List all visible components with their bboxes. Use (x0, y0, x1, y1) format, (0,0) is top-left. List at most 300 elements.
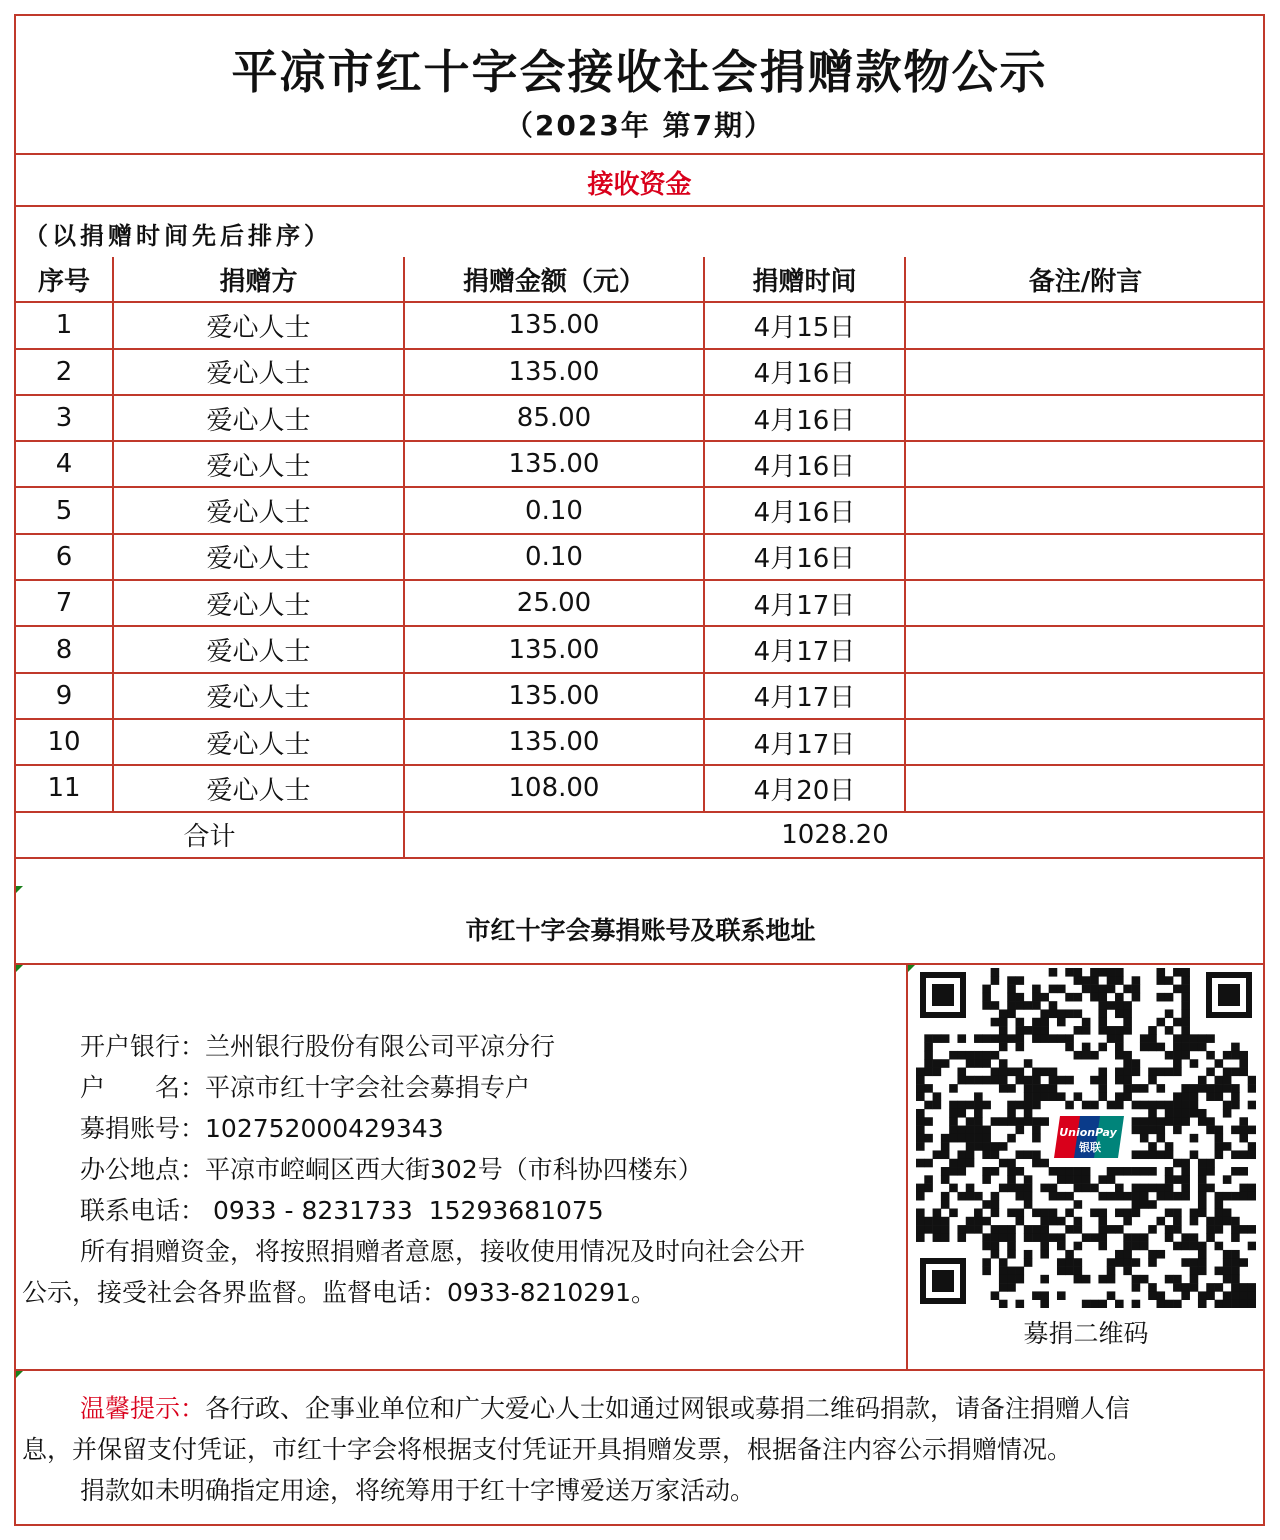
qr-module (1123, 1192, 1132, 1201)
qr-module (1132, 1126, 1141, 1135)
cell-note (905, 441, 1265, 487)
qr-module (1016, 1192, 1025, 1201)
qr-module (1206, 1291, 1215, 1300)
qr-module (1190, 1084, 1199, 1093)
qr-module (1173, 968, 1182, 977)
cell-date: 4月15日 (704, 302, 905, 348)
qr-module (1239, 1150, 1248, 1159)
qr-module (1032, 1126, 1041, 1135)
qr-module (1165, 1117, 1174, 1126)
cell-donor: 爱心人士 (113, 534, 404, 580)
qr-module (1115, 1258, 1124, 1267)
qr-module (1148, 1043, 1157, 1052)
qr-module (1215, 1150, 1224, 1159)
qr-module (1098, 968, 1107, 977)
qr-module (1148, 1250, 1157, 1259)
qr-module (1132, 1200, 1141, 1209)
qr-module (1248, 1076, 1256, 1085)
qr-module (1123, 1217, 1132, 1226)
qr-module (1007, 1109, 1016, 1118)
qr-module (1082, 1051, 1091, 1060)
qr-module (916, 1159, 925, 1168)
qr-module (1206, 1034, 1215, 1043)
qr-module (916, 1233, 925, 1242)
qr-module (999, 1059, 1008, 1068)
qr-module (1123, 1051, 1132, 1060)
qr-module (1032, 1076, 1041, 1085)
qr-module (941, 1175, 950, 1184)
qr-module (1181, 1001, 1190, 1010)
qr-module (974, 1109, 983, 1118)
qr-module (1248, 1142, 1256, 1151)
qr-module (1148, 1291, 1157, 1300)
qr-module (999, 1043, 1008, 1052)
table-row (16, 441, 1265, 487)
qr-module (1165, 1142, 1174, 1151)
qr-module (1032, 985, 1041, 994)
qr-module (1173, 1175, 1182, 1184)
unionpay-logo-icon (1052, 1111, 1128, 1163)
qr-module (1040, 1018, 1049, 1027)
qr-module (966, 1101, 975, 1110)
qr-module (1140, 1167, 1149, 1176)
qr-module (982, 1001, 991, 1010)
qr-module (1123, 1059, 1132, 1068)
qr-module (1040, 1092, 1049, 1101)
cell-amount: 135.00 (404, 441, 704, 487)
qr-module (1016, 1208, 1025, 1217)
qr-module (1181, 993, 1190, 1002)
qr-module (1007, 1167, 1016, 1176)
tips-block (22, 1388, 1260, 1511)
qr-module (1074, 1092, 1083, 1101)
qr-module (1190, 1150, 1199, 1159)
qr-module (1107, 1001, 1116, 1010)
qr-module (1016, 1101, 1025, 1110)
qr-module (1215, 1267, 1224, 1276)
qr-module (999, 1076, 1008, 1085)
qr-module (1098, 1175, 1107, 1184)
qr-module (1074, 1026, 1083, 1035)
qr-module (949, 1084, 958, 1093)
qr-module (1040, 1026, 1049, 1035)
qr-module (1049, 1001, 1058, 1010)
qr-module (1090, 1051, 1099, 1060)
qr-module (1132, 985, 1141, 994)
qr-module (949, 1159, 958, 1168)
qr-module (1098, 1084, 1107, 1093)
qr-module (1148, 1076, 1157, 1085)
qr-module (1024, 1026, 1033, 1035)
qr-module (1024, 1117, 1033, 1126)
cell-amount: 135.00 (404, 673, 704, 719)
qr-module (949, 1208, 958, 1217)
qr-module (1115, 1167, 1124, 1176)
qr-module (957, 1109, 966, 1118)
qr-module (1107, 1192, 1116, 1201)
qr-module (1090, 985, 1099, 994)
qr-module (1090, 976, 1099, 985)
qr-module (974, 1092, 983, 1101)
qr-module (1215, 1076, 1224, 1085)
qr-module (1107, 968, 1116, 977)
qr-module (1040, 1275, 1049, 1284)
qr-module (1040, 1208, 1049, 1217)
qr-module (1165, 1150, 1174, 1159)
qr-module (1123, 1076, 1132, 1085)
qr-module (1098, 1300, 1107, 1308)
qr-module (974, 1217, 983, 1226)
qr-module (1132, 993, 1141, 1002)
qr-module (1173, 1068, 1182, 1077)
qr-module (1107, 1275, 1116, 1284)
qr-module (982, 1142, 991, 1151)
qr-module (1165, 1068, 1174, 1077)
account-name-label: 户 名： (80, 1073, 206, 1102)
qr-module (1082, 1018, 1091, 1027)
qr-module (1173, 1109, 1182, 1118)
qr-module (1032, 1208, 1041, 1217)
col-header-no: 序号 (16, 257, 113, 302)
qr-module (949, 1184, 958, 1193)
qr-module (1223, 1208, 1232, 1217)
qr-module (1206, 1068, 1215, 1077)
qr-module (1181, 1026, 1190, 1035)
divider (16, 1369, 1263, 1371)
qr-module (1140, 1184, 1149, 1193)
qr-module (916, 1084, 925, 1093)
qr-module (1057, 1175, 1066, 1184)
qr-module (1032, 993, 1041, 1002)
qr-module (1040, 1117, 1049, 1126)
qr-module (949, 1134, 958, 1143)
qr-module (1057, 1092, 1066, 1101)
qr-module (1140, 1275, 1149, 1284)
qr-module (1032, 1134, 1041, 1143)
qr-module (982, 1150, 991, 1159)
qr-module (1132, 976, 1141, 985)
divider (16, 153, 1263, 155)
qr-module (1181, 1043, 1190, 1052)
qr-module (1140, 1101, 1149, 1110)
qr-module (1140, 1034, 1149, 1043)
cell-donor: 爱心人士 (113, 349, 404, 395)
qr-module (991, 1117, 1000, 1126)
qr-module (1165, 1175, 1174, 1184)
qr-module (1198, 1258, 1207, 1267)
qr-module (1032, 1018, 1041, 1027)
qr-module (1140, 1126, 1149, 1135)
divider (16, 205, 1263, 207)
qr-module (1239, 1192, 1248, 1201)
qr-module (1115, 1043, 1124, 1052)
qr-module (1132, 1275, 1141, 1284)
qr-module (1016, 1267, 1025, 1276)
qr-module (1223, 1192, 1232, 1201)
qr-module (1049, 985, 1058, 994)
qr-module (957, 1068, 966, 1077)
qr-module (1007, 1117, 1016, 1126)
qr-module (1173, 1225, 1182, 1234)
qr-module (999, 1225, 1008, 1234)
qr-module (1040, 1250, 1049, 1259)
cell-amount: 135.00 (404, 626, 704, 672)
qr-module (1115, 1192, 1124, 1201)
qr-module (1132, 1233, 1141, 1242)
qr-module (1007, 1283, 1016, 1292)
qr-module (1040, 1034, 1049, 1043)
qr-module (1032, 1291, 1041, 1300)
qr-module (1049, 1208, 1058, 1217)
qr-module (924, 1159, 933, 1168)
qr-module (966, 1192, 975, 1201)
qr-module (1239, 1184, 1248, 1193)
qr-module (982, 1200, 991, 1209)
qr-module (1165, 993, 1174, 1002)
qr-module (1206, 1225, 1215, 1234)
divider (906, 963, 908, 1369)
qr-module (991, 1291, 1000, 1300)
qr-module (1040, 1233, 1049, 1242)
qr-module (1115, 1026, 1124, 1035)
qr-module (1231, 1092, 1240, 1101)
qr-module (1016, 1001, 1025, 1010)
qr-module (991, 1018, 1000, 1027)
qr-module (1148, 1283, 1157, 1292)
qr-module (1239, 1300, 1248, 1308)
qr-module (1140, 1134, 1149, 1143)
qr-module (1123, 1001, 1132, 1010)
qr-module (949, 1117, 958, 1126)
qr-module (1007, 1250, 1016, 1259)
qr-module (1181, 1084, 1190, 1093)
qr-module (1115, 1225, 1124, 1234)
qr-module (1190, 1043, 1199, 1052)
qr-module (1007, 1134, 1016, 1143)
qr-module (1098, 1043, 1107, 1052)
qr-module (966, 1134, 975, 1143)
qr-module (1065, 1192, 1074, 1201)
qr-module (949, 1167, 958, 1176)
qr-module (1082, 1026, 1091, 1035)
qr-module (1239, 1068, 1248, 1077)
qr-module (1065, 1076, 1074, 1085)
qr-module (1156, 1150, 1165, 1159)
qr-module (1132, 1167, 1141, 1176)
qr-module (999, 1117, 1008, 1126)
qr-module (957, 1076, 966, 1085)
qr-module (1074, 1258, 1083, 1267)
cell-no: 9 (16, 673, 113, 719)
qr-module (941, 1200, 950, 1209)
cell-note (905, 719, 1265, 765)
qr-module (1007, 1009, 1016, 1018)
qr-module (1231, 1250, 1240, 1259)
qr-module (1057, 1009, 1066, 1018)
qr-module (1156, 1300, 1165, 1308)
qr-module (916, 1142, 925, 1151)
sort-note: （以捐赠时间先后排序） (24, 221, 332, 250)
qr-module (991, 1242, 1000, 1251)
qr-module (1090, 968, 1099, 977)
qr-module (1082, 985, 1091, 994)
notice-text-line1: 所有捐赠资金，将按照捐赠者意愿，接收使用情况及时向社会公开 (80, 1237, 806, 1266)
qr-module (933, 1092, 942, 1101)
qr-module (982, 985, 991, 994)
qr-module (916, 1184, 925, 1193)
qr-module (1148, 1142, 1157, 1151)
qr-module (1032, 1001, 1041, 1010)
cell-date: 4月17日 (704, 580, 905, 626)
qr-module (1223, 1109, 1232, 1118)
qr-module (1148, 1101, 1157, 1110)
qr-module (982, 1167, 991, 1176)
cell-amount: 0.10 (404, 534, 704, 580)
qr-module (1098, 993, 1107, 1002)
cell-no: 4 (16, 441, 113, 487)
qr-module (1065, 1043, 1074, 1052)
qr-module (1156, 968, 1165, 977)
qr-module (1181, 1175, 1190, 1184)
qr-module (1198, 1300, 1207, 1308)
cell-no: 6 (16, 534, 113, 580)
qr-module (1181, 1159, 1190, 1168)
qr-module (1239, 1134, 1248, 1143)
cell-note (905, 626, 1265, 672)
qr-module (1065, 1250, 1074, 1259)
qr-module (1098, 1018, 1107, 1027)
qr-module (1173, 1192, 1182, 1201)
qr-module (1090, 1076, 1099, 1085)
qr-module (1165, 1026, 1174, 1035)
qr-module (1190, 1242, 1199, 1251)
qr-module (924, 1059, 933, 1068)
qr-module (1173, 1126, 1182, 1135)
qr-module (991, 1225, 1000, 1234)
cell-donor: 爱心人士 (113, 719, 404, 765)
qr-module (1032, 1092, 1041, 1101)
qr-module (1049, 1233, 1058, 1242)
bank-label: 开户银行： (80, 1032, 206, 1061)
qr-module (1115, 1076, 1124, 1085)
qr-module (1156, 993, 1165, 1002)
cell-donor: 爱心人士 (113, 441, 404, 487)
qr-module (1239, 1051, 1248, 1060)
qr-module (1007, 1101, 1016, 1110)
qr-module (999, 1275, 1008, 1284)
qr-module (982, 1034, 991, 1043)
qr-module (966, 1184, 975, 1193)
qr-module (1098, 1092, 1107, 1101)
qr-module (1040, 1300, 1049, 1308)
qr-module (1107, 985, 1116, 994)
qr-module (999, 1084, 1008, 1093)
bank-value: 兰州银行股份有限公司平凉分行 (205, 1032, 556, 1061)
qr-module (916, 1126, 925, 1135)
qr-module (933, 1059, 942, 1068)
qr-module (1016, 1026, 1025, 1035)
qr-module (924, 1101, 933, 1110)
qr-module (1065, 1167, 1074, 1176)
cell-note (905, 765, 1265, 811)
qr-module (982, 1258, 991, 1267)
cell-note (905, 487, 1265, 533)
qr-module (1231, 1217, 1240, 1226)
qr-module (1032, 1034, 1041, 1043)
qr-module (1231, 1192, 1240, 1201)
qr-module (957, 1150, 966, 1159)
qr-module (1040, 993, 1049, 1002)
qr-module (1206, 1167, 1215, 1176)
cell-amount: 135.00 (404, 349, 704, 395)
qr-module (991, 1200, 1000, 1209)
qr-module (1065, 1267, 1074, 1276)
qr-module (1190, 1208, 1199, 1217)
qr-module (1148, 1034, 1157, 1043)
qr-module (1024, 1192, 1033, 1201)
qr-module (1173, 1092, 1182, 1101)
qr-module (924, 1175, 933, 1184)
qr-module (1156, 1117, 1165, 1126)
qr-module (949, 1051, 958, 1060)
qr-module (1098, 1275, 1107, 1284)
qr-module (1049, 1167, 1058, 1176)
qr-module (1082, 976, 1091, 985)
qr-module (1215, 1300, 1224, 1308)
qr-module (941, 1150, 950, 1159)
qr-module (1173, 1059, 1182, 1068)
unionpay-logo-cn: 银联 (1079, 1141, 1101, 1154)
qr-module (1181, 1051, 1190, 1060)
qr-module (1016, 1018, 1025, 1027)
qr-module (1215, 1192, 1224, 1201)
qr-module (974, 1059, 983, 1068)
issue-subtitle: （2023年 第7期） (504, 109, 775, 142)
qr-module (1132, 1150, 1141, 1159)
qr-module (1231, 1225, 1240, 1234)
qr-module (1190, 1275, 1199, 1284)
qr-module (1074, 976, 1083, 985)
cell-date: 4月20日 (704, 765, 905, 811)
qr-module (924, 1134, 933, 1143)
qr-module (1090, 993, 1099, 1002)
qr-module (1223, 1068, 1232, 1077)
qr-module (933, 1101, 942, 1110)
qr-module (1190, 1267, 1199, 1276)
qr-module (991, 1233, 1000, 1242)
qr-module (1016, 1167, 1025, 1176)
qr-module (916, 1076, 925, 1085)
qr-module (1140, 1084, 1149, 1093)
qr-module (1156, 1192, 1165, 1201)
qr-module (1049, 1009, 1058, 1018)
qr-module (1239, 1117, 1248, 1126)
qr-module (1065, 1034, 1074, 1043)
tips-label: 温馨提示： (80, 1394, 206, 1423)
qr-module (916, 1092, 925, 1101)
qr-module (1032, 1150, 1041, 1159)
cell-donor: 爱心人士 (113, 487, 404, 533)
cell-date: 4月16日 (704, 487, 905, 533)
qr-module (1082, 1175, 1091, 1184)
qr-module (1115, 1250, 1124, 1259)
qr-module (1165, 1184, 1174, 1193)
qr-module (1181, 1291, 1190, 1300)
qr-module (1223, 1084, 1232, 1093)
qr-module (916, 1109, 925, 1118)
cell-no: 1 (16, 302, 113, 348)
address-label: 办公地点： (80, 1155, 206, 1184)
